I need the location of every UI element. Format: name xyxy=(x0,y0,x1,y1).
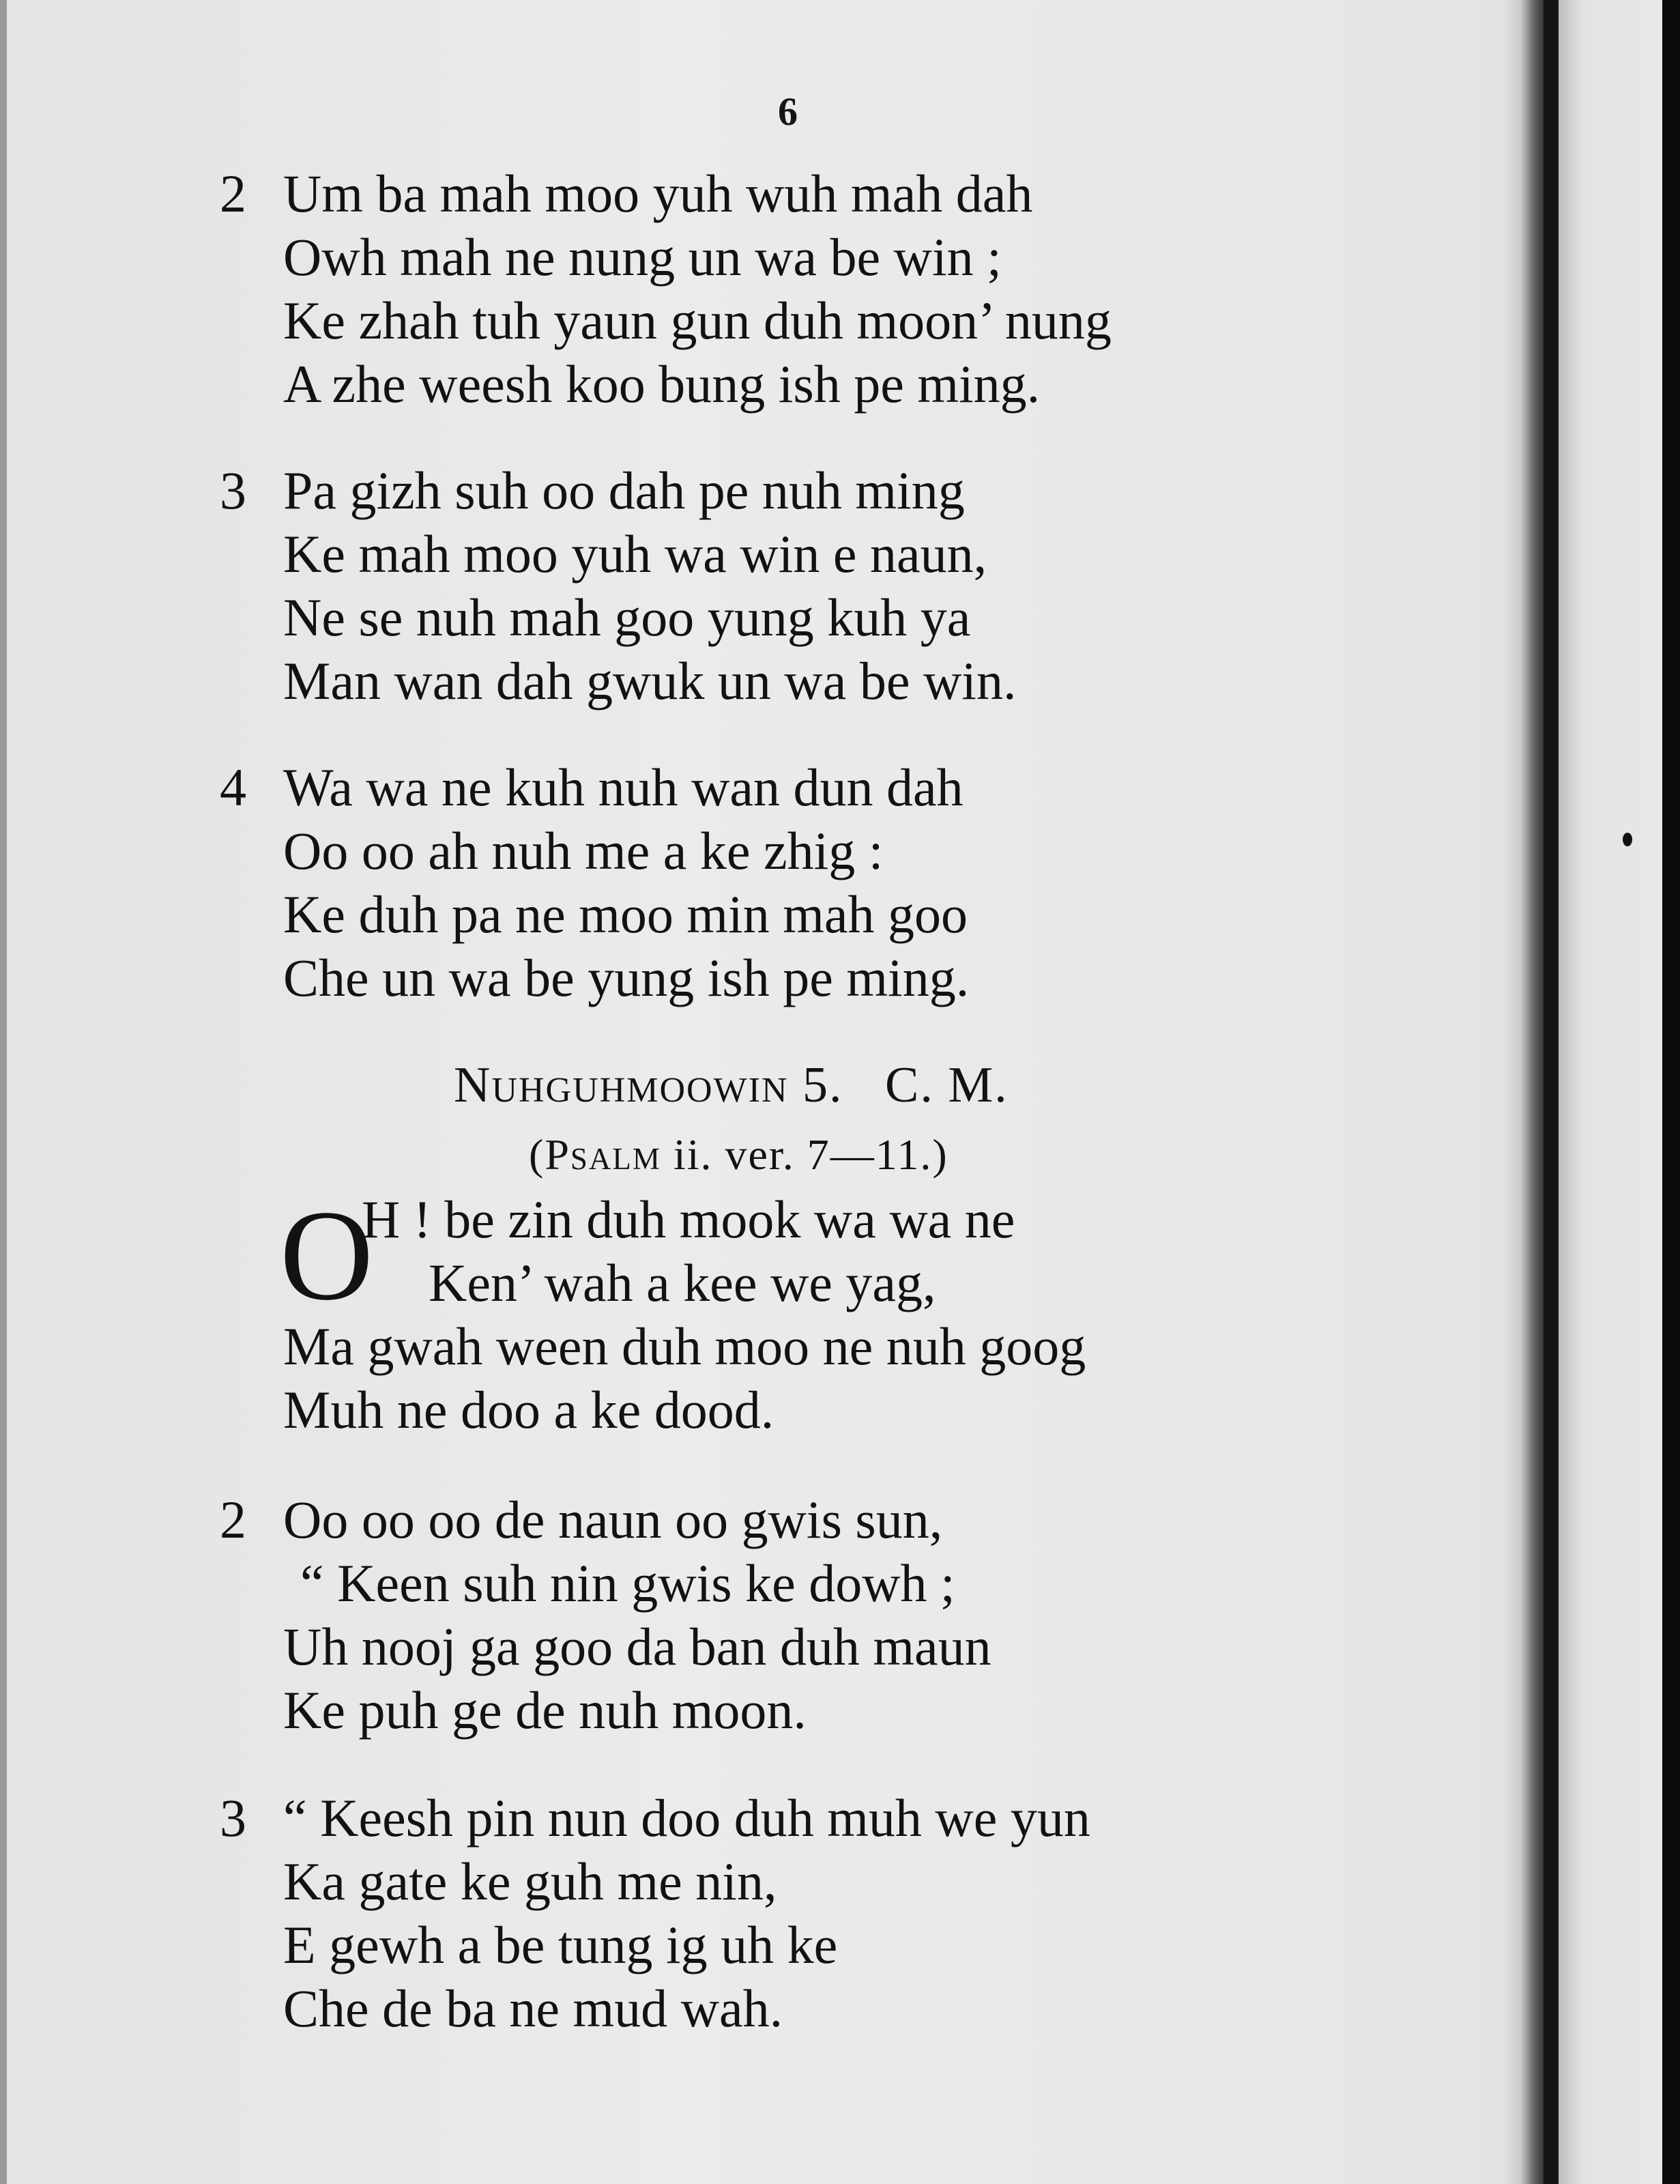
psalm-open-paren: ( xyxy=(529,1130,545,1179)
verse-number: 2 xyxy=(220,164,246,223)
psalm-verses: ii. ver. 7—11.) xyxy=(661,1130,948,1179)
verse-number: 4 xyxy=(220,758,246,817)
hymn-meter: C. M. xyxy=(885,1057,1009,1113)
verse-line: Muh ne doo a ke dood. xyxy=(283,1380,774,1439)
left-edge-shadow xyxy=(0,0,7,2184)
hymn-title-word: Nuhguhmoowin xyxy=(454,1057,789,1113)
verse-line: Pa gizh suh oo dah pe nuh ming xyxy=(283,461,965,520)
verse-number: 3 xyxy=(220,1788,246,1848)
verse-line: Ke mah moo yuh wa win e naun, xyxy=(283,524,987,584)
drop-cap: O xyxy=(280,1184,374,1327)
verse-line: Ke zhah tuh yaun gun duh moon’ nung xyxy=(283,291,1112,350)
verse-number: 2 xyxy=(220,1490,246,1549)
verse-line: E gewh a be tung ig uh ke xyxy=(283,1915,838,1974)
verse-line: Oo oo oo de naun oo gwis sun, xyxy=(283,1490,943,1549)
verse-line: A zhe weesh koo bung ish pe ming. xyxy=(283,354,1041,414)
verse-line: Ken’ wah a kee we yag, xyxy=(429,1253,936,1312)
verse-line: Oo oo ah nuh me a ke zhig : xyxy=(283,821,884,880)
hymn-number: 5. xyxy=(802,1057,843,1113)
verse-line: Ke duh pa ne moo min mah goo xyxy=(283,885,968,944)
binding-shadow xyxy=(1505,0,1546,2184)
ink-speck xyxy=(1623,833,1632,846)
verse-line: “ Keen suh nin gwis ke dowh ; xyxy=(300,1553,955,1613)
verse-line: Um ba mah moo yuh wuh mah dah xyxy=(283,164,1033,223)
binding-gutter xyxy=(1544,0,1559,2184)
verse-line: Ne se nuh mah goo yung kuh ya xyxy=(283,588,971,647)
hymn-title xyxy=(454,1057,1009,1115)
right-edge-shadow xyxy=(1662,0,1680,2184)
verse-line: Che un wa be yung ish pe ming. xyxy=(283,948,970,1007)
verse-number: 3 xyxy=(220,461,246,520)
page-number: 6 xyxy=(778,89,798,134)
psalm-word: Psalm xyxy=(545,1130,661,1179)
verse-line: Che de ba ne mud wah. xyxy=(283,1979,783,2038)
verse-line: Ka gate ke guh me nin, xyxy=(283,1852,777,1911)
verse-line: Man wan dah gwuk un wa be win. xyxy=(283,651,1017,710)
verse-line: Ke puh ge de nuh moon. xyxy=(283,1680,807,1740)
verse-line: Owh mah ne nung un wa be win ; xyxy=(283,227,1002,287)
psalm-reference xyxy=(529,1130,948,1180)
verse-line: Ma gwah ween duh moo ne nuh goog xyxy=(283,1317,1086,1376)
verse-line: “ Keesh pin nun doo duh muh we yun xyxy=(283,1788,1090,1848)
verse-line: Wa wa ne kuh nuh wan dun dah xyxy=(283,758,964,817)
verse-line: H ! be zin duh mook wa wa ne xyxy=(362,1190,1015,1249)
verse-line: Uh nooj ga goo da ban duh maun xyxy=(283,1617,991,1676)
